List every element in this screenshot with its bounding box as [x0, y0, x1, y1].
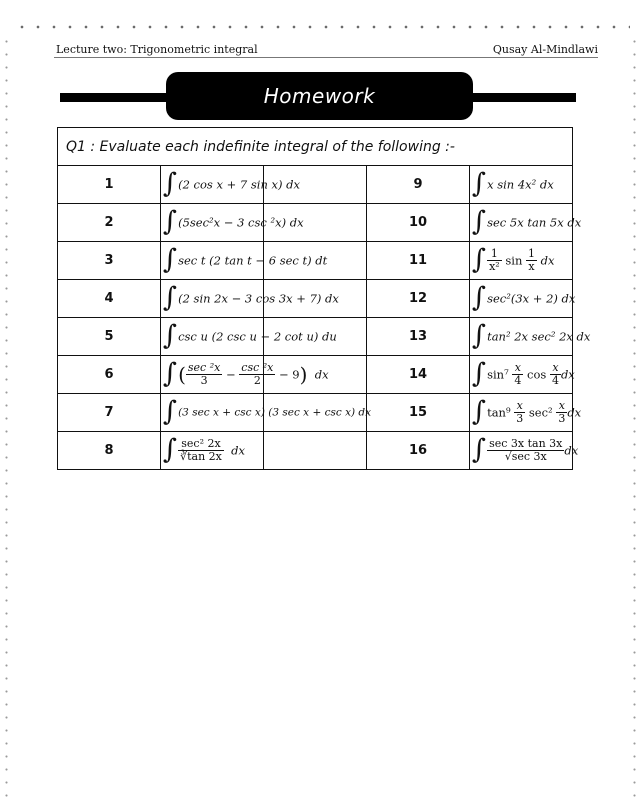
integral-13: [470, 318, 591, 356]
integral-11: [470, 242, 573, 280]
fraction: [526, 248, 537, 273]
fraction: [514, 400, 525, 425]
numerator: sec² 2x: [178, 438, 224, 451]
integral-sign: ∫: [472, 358, 487, 389]
integral-sign: ∫: [163, 320, 178, 351]
denominator: ∛tan 2x: [180, 450, 222, 463]
integral-3-text: sec t (2 tan t − 6 sec t) dt: [178, 253, 328, 268]
right-paren: ): [299, 362, 308, 387]
integral-sign: ∫: [472, 396, 487, 427]
header-divider: [54, 57, 598, 58]
numerator: 1: [528, 246, 536, 260]
fraction: [239, 362, 275, 387]
left-paren: (: [178, 362, 186, 387]
problem-number: 12: [367, 280, 470, 318]
integral-sign: ∫: [472, 168, 487, 199]
integral-13-text: tan² 2x sec² 2x dx: [487, 329, 591, 344]
problem-number: 1: [58, 166, 161, 204]
problem-number: 11: [367, 242, 470, 280]
integral-8: [161, 432, 264, 470]
integral-sign: ∫: [472, 434, 487, 465]
differential: dx: [564, 443, 579, 458]
problem-number: 15: [367, 394, 470, 432]
integral-sign: ∫: [472, 244, 487, 275]
table-row: [58, 204, 573, 242]
differential: dx: [560, 367, 575, 382]
table-row: [58, 318, 573, 356]
denominator: 2: [253, 374, 261, 387]
numerator: x: [512, 362, 523, 375]
denominator: x²: [489, 260, 500, 273]
integral-sign: ∫: [163, 282, 178, 313]
fraction: [550, 362, 561, 387]
sin-text: sin: [505, 253, 523, 268]
integral-sign: ∫: [472, 206, 487, 237]
minus-sign: −: [225, 367, 236, 382]
numerator: 1: [487, 248, 502, 261]
question-text: Q1 : Evaluate each indefinite integral of the following :-: [58, 128, 573, 166]
integral-15: [470, 394, 582, 432]
problem-number: 2: [58, 204, 161, 242]
integral-5-text: csc u (2 csc u − 2 cot u) du: [178, 329, 337, 344]
integral-14: [470, 356, 573, 394]
integral-sign: ∫: [163, 396, 178, 427]
integral-sign: ∫: [163, 244, 178, 275]
table-row: [58, 432, 573, 470]
integral-sign: ∫: [163, 434, 178, 465]
sin-power: sin⁷: [487, 367, 509, 382]
integral-1-text: (2 cos x + 7 sin x) dx: [178, 177, 300, 192]
dotted-border-left: [5, 35, 8, 800]
numerator: x: [514, 400, 525, 413]
fraction: [556, 400, 567, 425]
table-row: [58, 166, 573, 204]
problem-number: 3: [58, 242, 161, 280]
integral-1: [161, 166, 300, 204]
integral-6: [161, 356, 329, 394]
integral-3: [161, 242, 328, 280]
constant-term: − 9: [279, 367, 300, 382]
problem-number: 4: [58, 280, 161, 318]
numerator: x: [550, 362, 561, 375]
table-row: [58, 242, 573, 280]
problem-number: 16: [367, 432, 470, 470]
differential: dx: [314, 367, 329, 382]
tan-power: tan⁹: [487, 405, 511, 420]
integral-9-text: x sin 4x² dx: [487, 177, 554, 192]
integral-sign: ∫: [163, 358, 178, 389]
column-spacer: [264, 432, 367, 470]
numerator: x: [556, 400, 567, 413]
integral-2-text: (5sec²x − 3 csc ²x) dx: [178, 215, 304, 230]
problem-number: 9: [367, 166, 470, 204]
integral-16: [470, 432, 579, 470]
integral-sign: ∫: [472, 282, 487, 313]
homework-title: Homework: [166, 72, 473, 120]
fraction: [487, 248, 502, 273]
integral-12: [470, 280, 576, 318]
integral-9: [470, 166, 573, 204]
integral-2: [161, 204, 304, 242]
integral-sign: ∫: [163, 168, 178, 199]
integral-10: [470, 204, 582, 242]
denominator: x: [528, 260, 535, 273]
table-row: [58, 394, 573, 432]
fraction: [512, 362, 523, 387]
problem-number: 7: [58, 394, 161, 432]
denominator: 3: [516, 412, 524, 425]
differential: dx: [567, 405, 582, 420]
sec-power: sec²: [528, 405, 553, 420]
integral-sign: ∫: [163, 206, 178, 237]
differential: dx: [231, 443, 246, 458]
denominator: 4: [551, 374, 559, 387]
fraction: [178, 438, 224, 463]
numerator: sec 3x tan 3x: [489, 436, 563, 450]
fraction: [186, 362, 222, 387]
cos-text: cos: [527, 367, 547, 382]
homework-table: [57, 127, 591, 470]
integral-10-text: sec 5x tan 5x dx: [487, 215, 582, 230]
differential: dx: [540, 253, 555, 268]
dotted-border-top: [14, 25, 630, 29]
denominator: 3: [200, 374, 208, 387]
problem-number: 14: [367, 356, 470, 394]
problem-number: 10: [367, 204, 470, 242]
table-row: [58, 280, 573, 318]
problem-number: 6: [58, 356, 161, 394]
problem-number: 5: [58, 318, 161, 356]
numerator: sec ²x: [187, 360, 221, 374]
question-row: [58, 128, 573, 166]
fraction: [487, 438, 564, 463]
author-name: Qusay Al-Mindlawi: [492, 43, 598, 56]
dotted-border-right: [633, 35, 636, 800]
problem-number: 13: [367, 318, 470, 356]
integral-5: [161, 318, 337, 356]
integral-7-text: (3 sec x + csc x) (3 sec x + csc x) dx: [178, 406, 372, 419]
problem-number: 8: [58, 432, 161, 470]
integral-7: [161, 394, 372, 432]
integral-4-text: (2 sin 2x − 3 cos 3x + 7) dx: [178, 291, 339, 306]
denominator: 4: [514, 374, 522, 387]
denominator: 3: [558, 412, 566, 425]
integral-4: [161, 280, 339, 318]
table-row: [58, 356, 573, 394]
numerator: csc ²x: [241, 360, 274, 374]
integral-sign: ∫: [472, 320, 487, 351]
integral-12-text: sec²(3x + 2) dx: [487, 291, 576, 306]
lecture-title: Lecture two: Trigonometric integral: [56, 43, 258, 56]
denominator: √sec 3x: [504, 450, 547, 463]
